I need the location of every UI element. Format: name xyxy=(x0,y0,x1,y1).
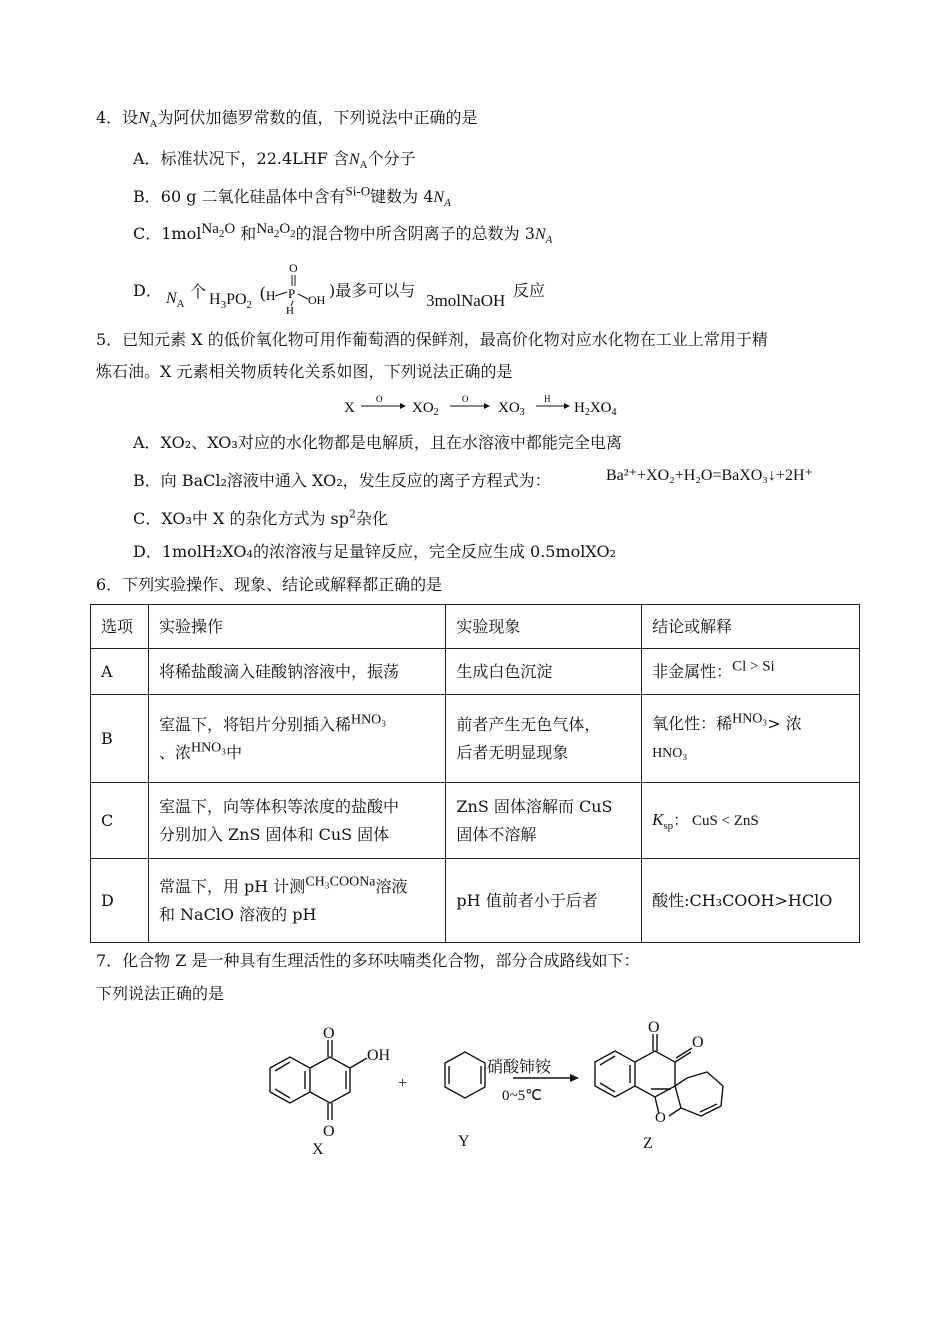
svg-text:P: P xyxy=(288,286,296,301)
svg-text:X: X xyxy=(312,1141,324,1158)
header-operation: 实验操作 xyxy=(148,605,445,649)
svg-text:XO2: $XO_2$ xyxy=(412,400,439,418)
row-a-operation: 将稀盐酸滴入硅酸钠溶液中，振荡 xyxy=(148,649,445,695)
row-c-option: C xyxy=(91,783,149,859)
row-c-conclusion: $K_{sp}$： CuS < ZnS xyxy=(642,783,860,859)
table-header-row xyxy=(91,605,860,649)
row-b-phenomenon: 前者产生无色气体， 后者无明显现象 xyxy=(446,695,642,783)
q4-d-post: )最多可以与 xyxy=(329,281,416,300)
q7-stem-line1: 7．化合物 Z 是一种具有生理活性的多环呋喃类化合物，部分合成路线如下： xyxy=(96,951,640,970)
q4-option-c: C．1mol$^{Na_2O}$ 和$^{Na_2O_2}$的混合物中所含阴离子的总数为 $3N_A$ xyxy=(133,220,553,247)
row-d-operation: 常温下，用 pH 计测$^{CH_3COONa}$溶液 和 NaClO 溶液的 pH xyxy=(148,859,445,943)
q4-option-a: A．标准状况下，22.4LHF 含$N_A$个分子 xyxy=(133,149,416,172)
y-ring xyxy=(445,1052,485,1098)
q5-option-b-equation: Ba²⁺+XO₂+H₂O=BaXO₃↓+2H⁺ xyxy=(606,467,813,484)
svg-text:H: H xyxy=(266,288,276,303)
svg-text:O: O xyxy=(323,1123,335,1140)
svg-text:H2XO4: $H_2XO_4$ xyxy=(574,400,617,418)
svg-text:0~5℃: 0~5℃ xyxy=(502,1088,542,1104)
q5-option-b: B．向 BaCl₂溶液中通入 XO₂，发生反应的离子方程式为： xyxy=(133,471,551,490)
svg-text:OH: OH xyxy=(367,1047,391,1064)
svg-text:O: O xyxy=(655,1110,666,1126)
svg-text:OH: OH xyxy=(308,293,326,307)
svg-text:Z: Z xyxy=(643,1135,653,1152)
h3po2-structure xyxy=(258,258,332,316)
svg-text:O: O xyxy=(323,1025,335,1042)
q4-d-naoh: 3molNaOH xyxy=(426,291,506,310)
svg-text:硝酸铈铵: 硝酸铈铵 xyxy=(487,1057,552,1076)
table-row xyxy=(91,649,860,695)
svg-text:Y: Y xyxy=(458,1133,470,1150)
q5-option-a: A．XO₂、XO₃对应的水化物都是电解质，且在水溶液中都能完全电离 xyxy=(133,433,622,452)
svg-text:(: ( xyxy=(260,283,266,302)
svg-text:O: O xyxy=(692,1034,704,1051)
row-d-conclusion: 酸性:CH₃COOH>HClO xyxy=(642,859,860,943)
table-row xyxy=(91,695,860,783)
row-c-phenomenon: ZnS 固体溶解而 CuS 固体不溶解 xyxy=(446,783,642,859)
q7-stem-line2: 下列说法正确的是 xyxy=(96,984,225,1003)
q5-conversion-scheme xyxy=(340,392,650,418)
row-c-operation: 室温下，向等体积等浓度的盐酸中 分别加入 ZnS 固体和 CuS 固体 xyxy=(148,783,445,859)
row-d-phenomenon: pH 值前者小于后者 xyxy=(446,859,642,943)
experiment-table xyxy=(90,604,860,943)
svg-text:H: H xyxy=(286,305,294,316)
row-a-option: A xyxy=(91,649,149,695)
svg-text:XO3: $XO_3$ xyxy=(498,400,525,418)
header-option: 选项 xyxy=(91,605,149,649)
q5-option-c: C．XO₃中 X 的杂化方式为 $sp^2$杂化 xyxy=(133,507,389,528)
q4-d-ge: 个 xyxy=(190,282,207,301)
row-b-option: B xyxy=(91,695,149,783)
q5-stem-line1: 5．已知元素 X 的低价氧化物可用作葡萄酒的保鲜剂，最高价化物对应水化物在工业上常用于精 xyxy=(96,330,768,349)
z-benzene-ring xyxy=(595,1051,635,1097)
q5-stem-line2: 炼石油。X 元素相关物质转化关系如图，下列说法正确的是 xyxy=(96,362,513,381)
q4-d-end: 反应 xyxy=(513,281,546,300)
x-benzene-ring xyxy=(270,1057,310,1103)
q5-option-d: D．1molH₂XO₄的浓溶液与足量锌反应，完全反应生成 0.5molXO₂ xyxy=(133,542,617,561)
header-conclusion: 结论或解释 xyxy=(642,605,860,649)
row-b-operation: 室温下，将铝片分别插入稀$^{HNO_3}$ 、浓$^{HNO_3}$中 xyxy=(148,695,445,783)
q4-d-h3po2: $H_3PO_2$ xyxy=(209,291,253,312)
svg-text:H: H xyxy=(544,394,551,404)
header-phenomenon: 实验现象 xyxy=(446,605,642,649)
svg-text:O: O xyxy=(289,261,298,275)
svg-text:+: + xyxy=(398,1075,408,1092)
row-d-option: D xyxy=(91,859,149,943)
row-b-conclusion: 氧化性：稀$^{HNO_3}$> 浓 HNO₃ xyxy=(642,695,860,783)
q4-option-b: B．60 g 二氧化硅晶体中含有$^{Si-O}$键数为 $4N_A$ xyxy=(133,183,451,210)
row-a-conclusion: 非金属性：$^{Cl > Si}$ xyxy=(642,649,860,695)
row-a-phenomenon: 生成白色沉淀 xyxy=(446,649,642,695)
q6-stem: 6．下列实验操作、现象、结论或解释都正确的是 xyxy=(96,575,443,594)
svg-text:O: O xyxy=(376,394,383,404)
svg-text:O: O xyxy=(462,394,469,404)
table-row xyxy=(91,783,860,859)
q4-stem: 4．设$N_A$为阿伏加德罗常数的值，下列说法中正确的是 xyxy=(96,108,478,131)
q4-option-d: D． xyxy=(133,281,162,300)
svg-text:X: X xyxy=(344,400,355,416)
svg-text:O: O xyxy=(648,1019,660,1036)
table-row xyxy=(91,859,860,943)
synthesis-route-diagram xyxy=(255,1010,765,1160)
q4-d-na: $N_A$ xyxy=(166,290,185,311)
